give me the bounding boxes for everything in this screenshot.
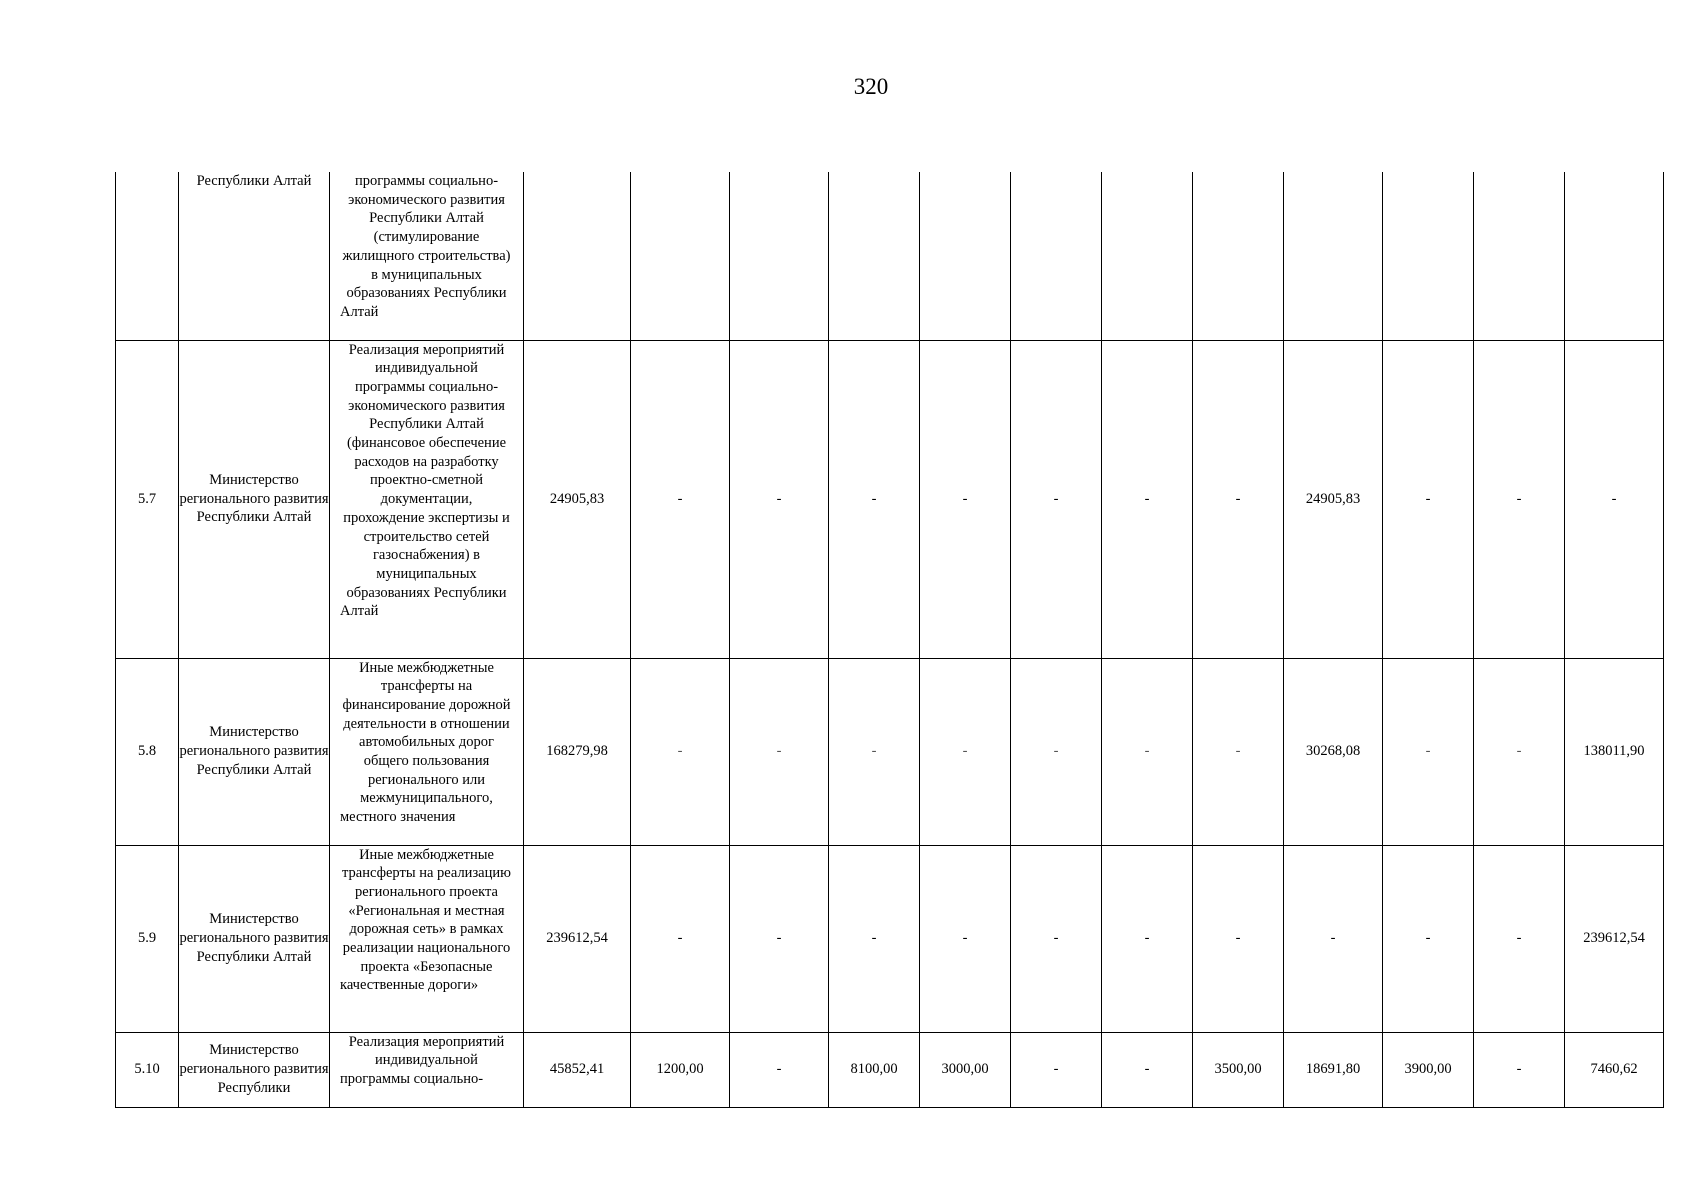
row-number: 5.7	[116, 340, 179, 658]
value-cell: -	[1102, 340, 1193, 658]
row-number: 5.9	[116, 845, 179, 1032]
budget-table	[115, 172, 1664, 1108]
value-cell: -	[1193, 845, 1284, 1032]
value-cell: 239612,54	[524, 845, 631, 1032]
value-cell	[1193, 172, 1284, 340]
value-cell: -	[1383, 845, 1474, 1032]
value-cell	[1102, 172, 1193, 340]
table-row	[116, 845, 1664, 1032]
value-cell: 45852,41	[524, 1032, 631, 1107]
value-cell: 7460,62	[1565, 1032, 1664, 1107]
value-cell: -	[730, 658, 829, 845]
value-cell: -	[1284, 845, 1383, 1032]
value-cell: 1200,00	[631, 1032, 730, 1107]
table-row	[116, 172, 1664, 340]
organization-cell: Министерство регионального развития Республики Алтай	[179, 658, 330, 845]
value-cell: -	[920, 340, 1011, 658]
value-cell: -	[1383, 658, 1474, 845]
value-cell: 138011,90	[1565, 658, 1664, 845]
organization-cell: Министерство регионального развития Республики	[179, 1032, 330, 1107]
row-number: 5.8	[116, 658, 179, 845]
value-cell: 18691,80	[1284, 1032, 1383, 1107]
value-cell: -	[631, 340, 730, 658]
value-cell: 3500,00	[1193, 1032, 1284, 1107]
description-cell: программы социально-экономического развития Республики Алтай (стимулирование жилищного строительства) в муниципальных образованиях Республики Алтай	[330, 172, 524, 340]
value-cell: 8100,00	[829, 1032, 920, 1107]
value-cell: -	[1102, 1032, 1193, 1107]
organization-cell: Министерство регионального развития Республики Алтай	[179, 340, 330, 658]
value-cell	[730, 172, 829, 340]
value-cell: 239612,54	[1565, 845, 1664, 1032]
value-cell	[920, 172, 1011, 340]
value-cell: -	[1565, 340, 1664, 658]
row-number: 5.10	[116, 1032, 179, 1107]
value-cell	[1474, 172, 1565, 340]
table-row	[116, 1032, 1664, 1107]
table-row	[116, 658, 1664, 845]
value-cell: -	[1011, 340, 1102, 658]
value-cell: -	[1102, 658, 1193, 845]
value-cell: -	[631, 845, 730, 1032]
value-cell	[1383, 172, 1474, 340]
description-cell: Иные межбюджетные трансферты на реализацию регионального проекта «Региональная и местная дорожная сеть» в рамках реализации национального проекта «Безопасные качественные дороги»	[330, 845, 524, 1032]
value-cell	[1565, 172, 1664, 340]
row-number	[116, 172, 179, 340]
value-cell: -	[730, 340, 829, 658]
value-cell	[524, 172, 631, 340]
value-cell: -	[1474, 340, 1565, 658]
value-cell: -	[829, 658, 920, 845]
value-cell: -	[920, 845, 1011, 1032]
description-cell: Реализация мероприятий индивидуальной программы социально-	[330, 1032, 524, 1107]
value-cell: -	[1011, 1032, 1102, 1107]
value-cell: -	[829, 340, 920, 658]
value-cell: -	[829, 845, 920, 1032]
organization-cell: Министерство регионального развития Республики Алтай	[179, 845, 330, 1032]
value-cell: -	[730, 1032, 829, 1107]
value-cell: -	[1011, 845, 1102, 1032]
value-cell: -	[1474, 845, 1565, 1032]
organization-cell: Республики Алтай	[179, 172, 330, 340]
value-cell: 168279,98	[524, 658, 631, 845]
value-cell: -	[631, 658, 730, 845]
value-cell: 3000,00	[920, 1032, 1011, 1107]
value-cell: -	[1193, 658, 1284, 845]
value-cell: -	[920, 658, 1011, 845]
value-cell: -	[1474, 1032, 1565, 1107]
page-number: 320	[853, 74, 889, 99]
value-cell: -	[1011, 658, 1102, 845]
value-cell: 30268,08	[1284, 658, 1383, 845]
table-row	[116, 340, 1664, 658]
value-cell: 24905,83	[1284, 340, 1383, 658]
value-cell	[631, 172, 730, 340]
value-cell: -	[1193, 340, 1284, 658]
value-cell: 24905,83	[524, 340, 631, 658]
value-cell: -	[730, 845, 829, 1032]
value-cell: -	[1102, 845, 1193, 1032]
value-cell	[829, 172, 920, 340]
value-cell: 3900,00	[1383, 1032, 1474, 1107]
description-cell: Реализация мероприятий индивидуальной программы социально-экономического развития Республики Алтай (финансовое обеспечение расходов на разработку проектно-сметной документации, прохождение экспертизы и строительство сетей газоснабжения) в муниципальных образованиях Республики Алтай	[330, 340, 524, 658]
value-cell: -	[1474, 658, 1565, 845]
value-cell	[1011, 172, 1102, 340]
description-cell: Иные межбюджетные трансферты на финансирование дорожной деятельности в отношении автомобильных дорог общего пользования регионального или межмуниципального, местного значения	[330, 658, 524, 845]
value-cell	[1284, 172, 1383, 340]
value-cell: -	[1383, 340, 1474, 658]
